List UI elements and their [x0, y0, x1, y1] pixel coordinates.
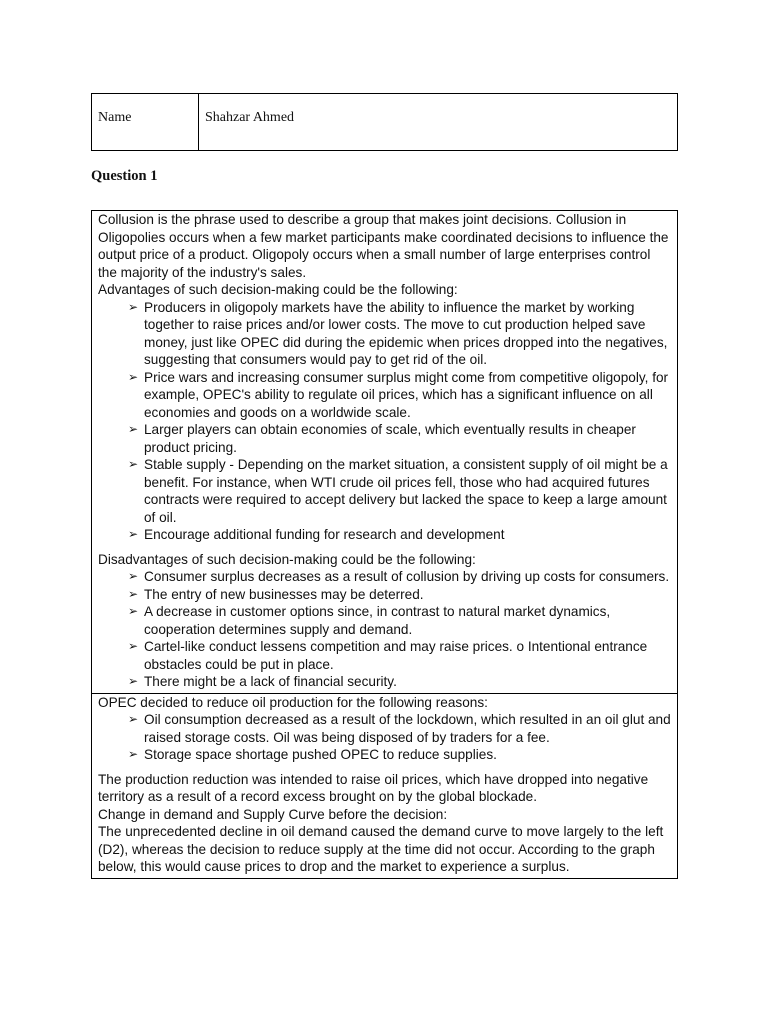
arrow-bullet-icon: ➢ — [128, 712, 139, 726]
arrow-bullet-icon: ➢ — [128, 747, 139, 761]
list-item: ➢ Consumer surplus decreases as a result of collusion by driving up costs for consumers. — [128, 569, 670, 584]
demand-paragraph: The unprecedented decline in oil demand caused the demand curve to move largely to the left (D2), whereas the decision to reduce supply at the time did not occur. According to the graph below, this would cause prices to drop and the market to experience a surplus. — [98, 824, 664, 874]
arrow-bullet-icon: ➢ — [128, 639, 139, 653]
list-item: ➢ The entry of new businesses may be deterred. — [128, 586, 424, 602]
opec-cell — [92, 693, 677, 878]
name-value: Shahzar Ahmed — [205, 110, 295, 125]
list-item: ➢ Producers in oligopoly markets have the ability to influence the market by working together to raise prices and/or lower costs. The move to cut production helped save money, just like OPEC did during the epidemic when prices dropped into the negatives, suggesting that consumers would pay to get rid of the oil. — [128, 299, 668, 367]
name-label: Name — [92, 94, 199, 150]
list-item: ➢ Stable supply - Depending on the market situation, a consistent supply of oil might be a benefit. For instance, when WTI crude oil prices fell, those who had acquired futures contracts were required to accept delivery but lacked the space to keep a large amount of oil. — [128, 457, 668, 525]
list-item: ➢ Encourage additional funding for research and development — [128, 527, 505, 542]
question-title: Question 1 — [91, 168, 158, 184]
answer-table — [91, 210, 678, 879]
arrow-bullet-icon: ➢ — [128, 527, 139, 541]
disadvantages-list — [98, 568, 671, 691]
arrow-bullet-icon: ➢ — [128, 604, 139, 618]
arrow-bullet-icon: ➢ — [128, 569, 139, 583]
list-item: ➢ Cartel-like conduct lessens competition and may raise prices. o Intentional entrance obstacles could be put in place. — [128, 639, 648, 672]
curve-heading: Change in demand and Supply Curve before the decision: — [98, 806, 448, 822]
arrow-bullet-icon: ➢ — [128, 457, 139, 471]
reasons-list — [98, 711, 671, 764]
disadvantages-heading: Disadvantages of such decision-making could be the following: — [98, 551, 476, 567]
list-item: ➢ Price wars and increasing consumer surplus might come from competitive oligopoly, for example, OPEC's ability to regulate oil prices, which has a significant influence on all economies and goods on a worldwide scale. — [128, 369, 669, 420]
reasons-heading: OPEC decided to reduce oil production for the following reasons: — [98, 694, 488, 710]
collusion-cell — [92, 211, 677, 693]
list-item: ➢ Larger players can obtain economies of scale, which eventually results in cheaper product pricing. — [128, 422, 636, 455]
list-item: ➢ A decrease in customer options since, in contrast to natural market dynamics, cooperation determines supply and demand. — [128, 604, 611, 637]
advantages-heading: Advantages of such decision-making could be the following: — [98, 282, 458, 297]
arrow-bullet-icon: ➢ — [128, 422, 139, 436]
arrow-bullet-icon: ➢ — [128, 299, 139, 314]
name-table — [91, 93, 678, 151]
list-item: ➢ Oil consumption decreased as a result of the lockdown, which resulted in an oil glut and raised storage costs. Oil was being disposed of by traders for a fee. — [128, 712, 671, 745]
arrow-bullet-icon: ➢ — [128, 586, 139, 601]
production-paragraph: The production reduction was intended to raise oil prices, which have dropped into negative territory as a result of a record excess brought on by the global blockade. — [98, 771, 649, 804]
advantages-list — [98, 299, 671, 544]
list-item: ➢ Storage space shortage pushed OPEC to reduce supplies. — [128, 747, 497, 762]
arrow-bullet-icon: ➢ — [128, 369, 139, 384]
arrow-bullet-icon: ➢ — [128, 674, 139, 688]
collusion-intro: Collusion is the phrase used to describe a group that makes joint decisions. Collusion in Oligopolies occurs when a few market participants make coordinated decisions to influence the output price of a product. Oligopoly occurs when a small number of large enterprises control the majority of the industry's sales. — [98, 212, 669, 280]
list-item: ➢ There might be a lack of financial security. — [128, 674, 397, 689]
